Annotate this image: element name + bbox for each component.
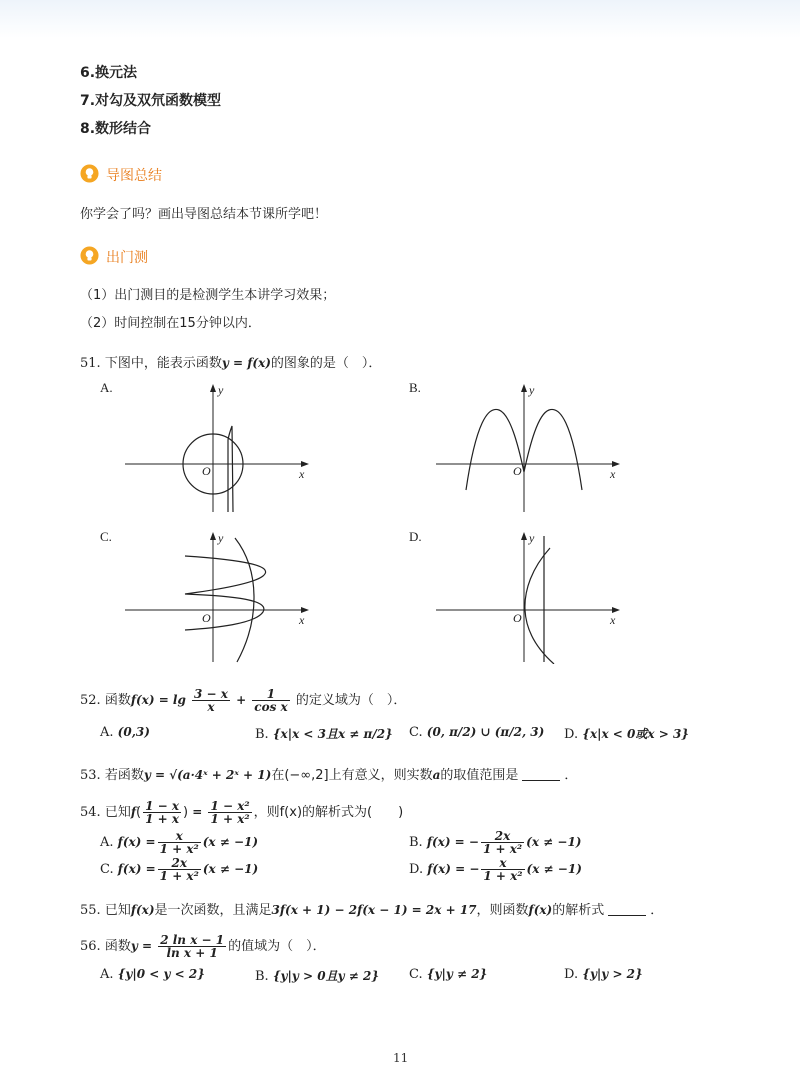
q56-option-d: D. {y|y > 2}: [564, 967, 643, 982]
option-a-label: A.: [100, 380, 113, 395]
graph-c: [125, 530, 315, 664]
question-stem: 函数: [104, 693, 131, 708]
question-stem: 已知: [104, 805, 131, 820]
question-number: 52.: [80, 693, 101, 708]
q52-option-d: D. {x|x < 0或x > 3}: [564, 727, 690, 742]
question-number: 55.: [80, 903, 101, 918]
question-stem: 下图中，能表示函数: [104, 356, 222, 371]
exit-test-note-1: （1）出门测目的是检测学生本讲学习效果；: [80, 288, 336, 303]
question-54: 54. 已知f( $\frac{1 - x}{1 + x}$ ) = $\frac{\text{1 − x²}}{\text{1 + x²}}$ ，则f(x)的解析式为( ): [80, 799, 404, 826]
axis-x-label: x: [610, 467, 616, 481]
method-item-6: 6.换元法: [80, 65, 138, 81]
question-stem: 的定义域为（ ）．: [295, 693, 407, 708]
question-stem: 的取值范围是: [440, 768, 519, 783]
math-expression: 3f(x + 1) − 2f(x − 1) = 2x + 17: [271, 903, 477, 917]
method-item-7: 7.对勾及双氘函数模型: [80, 93, 222, 109]
fraction: $\frac{3 - x}{x}$: [194, 687, 228, 714]
axis-y-label: y: [529, 531, 535, 545]
lightbulb-icon: [80, 246, 99, 265]
origin-label: O: [513, 611, 522, 625]
math-expression: f(x) = lg: [130, 693, 186, 707]
math-expression: y = f(x): [221, 356, 271, 370]
axis-y-label: y: [218, 383, 224, 397]
option-c-label: C.: [100, 529, 112, 544]
method-item-8: 8.数形结合: [80, 121, 152, 137]
option-d-label: D.: [409, 529, 422, 544]
lightbulb-icon: [80, 164, 99, 183]
question-56: 56. 函数y = $\frac{\text{2 ln x − 1}}{\text{ln x + 1}}$ 的值域为（ ）．: [80, 933, 326, 960]
question-stem: 函数: [104, 939, 131, 954]
math-expression: y = √(a·4ˣ + 2ˣ + 1): [143, 768, 272, 782]
question-stem: 的图象的是（ ）．: [270, 356, 382, 371]
q52-option-a: A. (0,3): [100, 725, 150, 740]
summary-text: 你学会了吗？画出导图总结本节课所学吧！: [80, 207, 328, 222]
question-55: 55. 已知f(x)是一次函数，且满足3f(x + 1) − 2f(x − 1) = 2x + 17，则函数f(x)的解析式 ．: [80, 903, 664, 918]
graph-d: [436, 530, 626, 664]
q52-option-b: B. {x|x < 3且x ≠ π/2}: [255, 727, 393, 742]
q56-option-c: C. {y|y ≠ 2}: [409, 967, 488, 982]
origin-label: O: [202, 464, 211, 478]
axis-x-label: x: [299, 467, 305, 481]
question-stem: ，则函数: [476, 903, 529, 918]
axis-y-label: y: [529, 383, 535, 397]
summary-title: 导图总结: [106, 168, 162, 184]
fraction: $\frac{\text{2 ln x − 1}}{\text{ln x + 1}}$: [160, 933, 225, 960]
question-number: 53.: [80, 768, 101, 783]
question-53: 53. 若函数y = √(a·4ˣ + 2ˣ + 1)在(−∞,2]上有意义，则实数a的取值范围是 ．: [80, 768, 578, 783]
question-stem: 若函数: [104, 768, 144, 783]
page-number: 11: [393, 1051, 409, 1065]
q54-option-c: C. f(x) = $\frac{2x}{\text{1 + x²}}$ (x ≠ −1): [100, 856, 259, 883]
graph-a: [125, 382, 315, 514]
origin-label: O: [202, 611, 211, 625]
axis-x-label: x: [610, 613, 616, 627]
answer-blank[interactable]: [608, 915, 646, 916]
question-number: 51.: [80, 356, 101, 371]
question-number: 56.: [80, 939, 101, 954]
question-stem: 的值域为（ ）．: [228, 939, 326, 954]
question-stem: 是一次函数，且满足: [154, 903, 272, 918]
q52-option-c: C. (0, π/2) ∪ (π/2, 3): [409, 725, 545, 740]
q56-option-b: B. {y|y > 0且y ≠ 2}: [255, 969, 380, 984]
question-52: 52. 函数f(x) = lg $\frac{3 - x}{x}$ + $\frac{1}{\text{cos x}}$ 的定义域为（ ）．: [80, 687, 407, 714]
q54-option-d: D. f(x) = − $\frac{x}{\text{1 + x²}}$ (x ≠ −1): [409, 856, 582, 883]
question-stem: 的解析式: [552, 903, 605, 918]
question-number: 54.: [80, 805, 101, 820]
exit-test-note-2: （2）时间控制在15分钟以内．: [80, 316, 261, 331]
question-stem: 在(−∞,2]上有意义，则实数: [271, 768, 433, 783]
graph-b: [436, 382, 626, 514]
fraction: $\frac{\text{1 − x²}}{\text{1 + x²}}$: [210, 799, 250, 826]
fraction: $\frac{1 - x}{1 + x}$: [145, 799, 180, 826]
option-b-label: B.: [409, 380, 421, 395]
exit-test-title: 出门测: [106, 250, 148, 266]
axis-x-label: x: [299, 613, 305, 627]
origin-label: O: [513, 464, 522, 478]
fraction: $\frac{1}{\text{cos x}}$: [254, 687, 288, 714]
q54-option-a: A. f(x) = $\frac{x}{\text{1 + x²}}$ (x ≠ −1): [100, 829, 259, 856]
q54-option-b: B. f(x) = − $\frac{2x}{\text{1 + x²}}$ (x ≠ −1): [409, 829, 582, 856]
answer-blank[interactable]: [522, 780, 560, 781]
question-51: [80, 352, 381, 371]
q56-option-a: A. {y|0 < y < 2}: [100, 967, 205, 982]
question-stem: 已知: [104, 903, 131, 918]
header-band: [0, 0, 800, 38]
question-stem: ，则f(x)的解析式为( ): [253, 805, 404, 820]
axis-y-label: y: [218, 531, 224, 545]
